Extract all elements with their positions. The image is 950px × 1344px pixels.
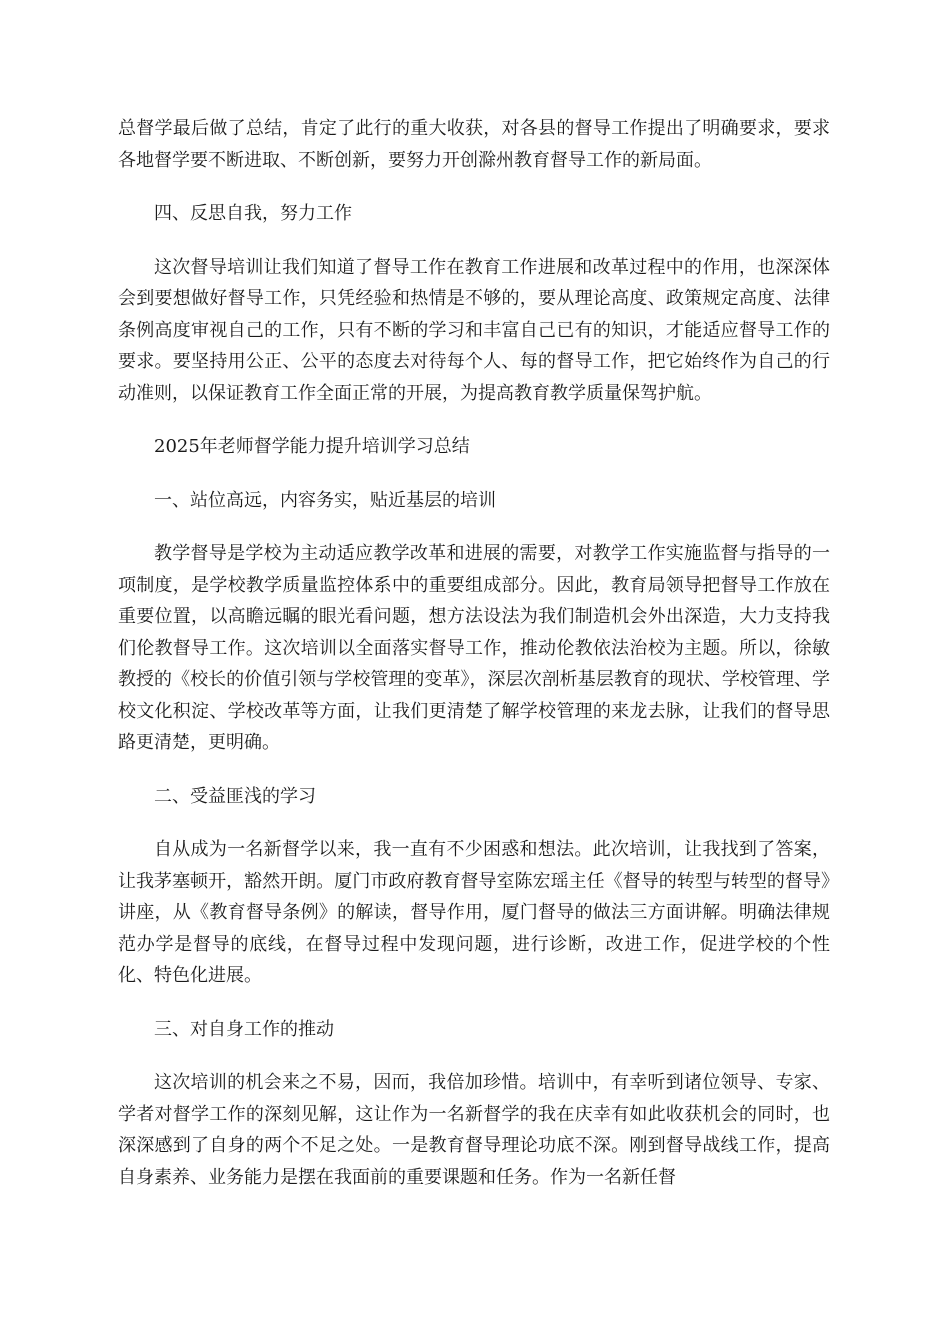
paragraph-self-work: 这次培训的机会来之不易，因而，我倍加珍惜。培训中，有幸听到诸位领导、专家、学者对督学工作的深刻见解，这让作为一名新督学的我在庆幸有如此收获机会的同时，也深深感到了自身的两个不足之处。一是教育督导理论功底不深。刚到督导战线工作，提高自身素养、业务能力是摆在我面前的重要课题和任务。作为一名新任督 — [118, 1072, 830, 1188]
document-body — [118, 113, 830, 1193]
paragraph-continuation: 总督学最后做了总结，肯定了此行的重大收获，对各县的督导工作提出了明确要求，要求各地督学要不断进取、不断创新，要努力开创滁州教育督导工作的新局面。 — [118, 118, 830, 171]
paragraph-teaching-supervision: 教学督导是学校为主动适应教学改革和进展的需要，对教学工作实施监督与指导的一项制度，是学校教学质量监控体系中的重要组成部分。因此，教育局领导把督导工作放在重要位置，以高瞻远瞩的眼光看问题，想方法设法为我们制造机会外出深造，大力支持我们伦教督导工作。这次培训以全面落实督导工作，推动伦教依法治校为主题。所以，徐敏教授的《校长的价值引领与学校管理的变革》，深层次剖析基层教育的现状、学校管理、学校文化积淀、学校改革等方面，让我们更清楚了解学校管理的来龙去脉，让我们的督导思路更清楚，更明确。 — [118, 543, 830, 753]
heading-section-three: 三、对自身工作的推动 — [154, 1018, 334, 1040]
paragraph-reflection: 这次督导培训让我们知道了督导工作在教育工作进展和改革过程中的作用，也深深体会到要想做好督导工作，只凭经验和热情是不够的，要从理论高度、政策规定高度、法律条例高度审视自己的工作，只有不断的学习和丰富自己已有的知识，才能适应督导工作的要求。要坚持用公正、公平的态度去对待每个人、每的督导工作，把它始终作为自己的行动准则，以保证教育工作全面正常的开展，为提高教育教学质量保驾护航。 — [118, 256, 830, 404]
heading-section-four: 四、反思自我，努力工作 — [154, 203, 352, 224]
heading-section-two: 二、受益匪浅的学习 — [154, 785, 316, 807]
document-title: 2025年老师督学能力提升培训学习总结 — [154, 436, 470, 457]
paragraph-learning: 自从成为一名新督学以来，我一直有不少困惑和想法。此次培训，让我找到了答案，让我茅塞顿开，豁然开朗。厦门市政府教育督导室陈宏瑶主任《督导的转型与转型的督导》讲座，从《教育督导条例》的解读，督导作用，厦门督导的做法三方面讲解。明确法律规范办学是督导的底线，在督导过程中发现问题，进行诊断，改进工作，促进学校的个性化、特色化进展。 — [118, 839, 830, 986]
heading-section-one: 一、站位高远，内容务实，贴近基层的培训 — [154, 489, 496, 511]
